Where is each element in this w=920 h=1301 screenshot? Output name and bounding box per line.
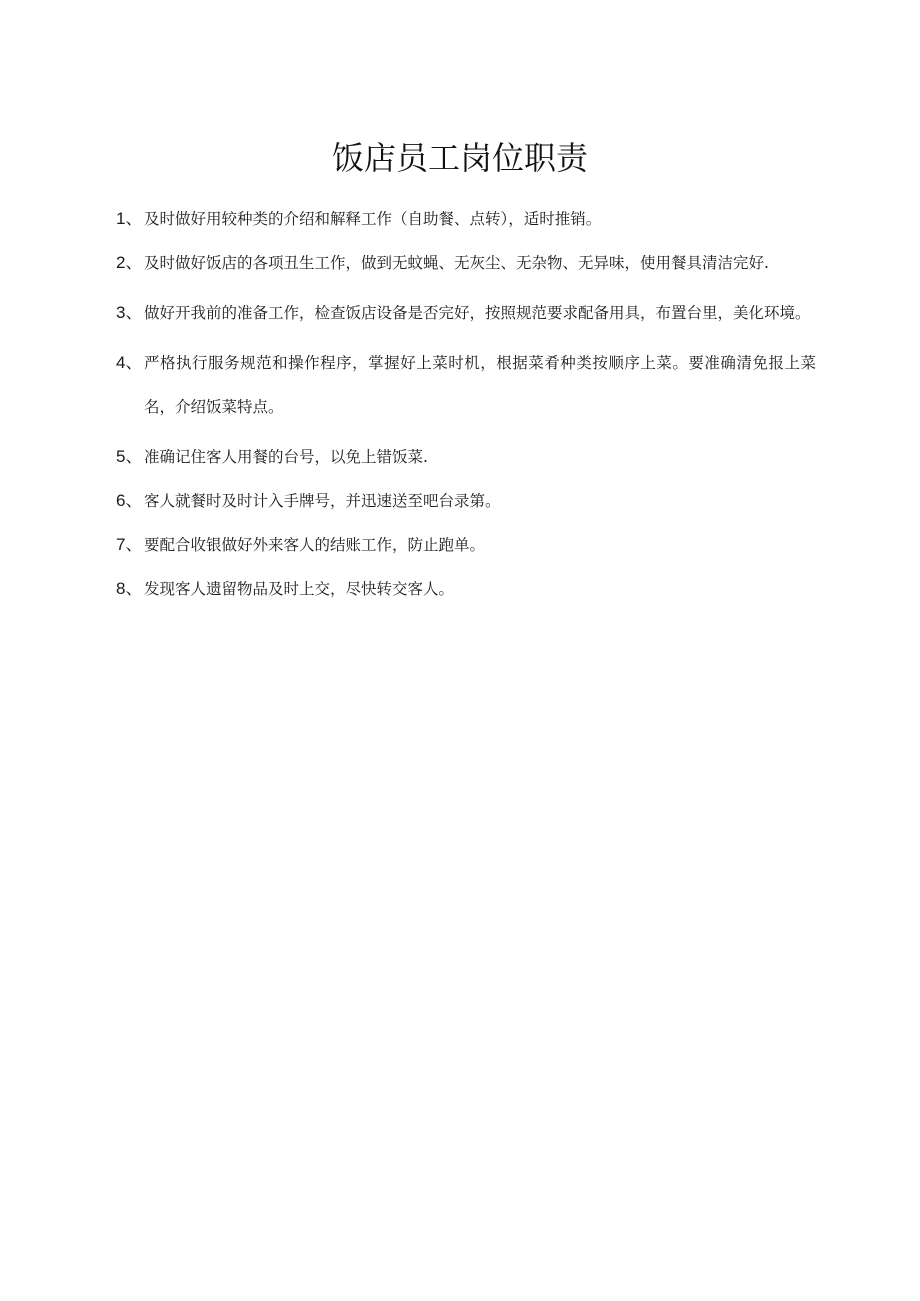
document-title: 饭店员工岗位职责: [331, 139, 588, 177]
item-text: 发现客人遗留物品及时上交，尽快转交客人。: [144, 580, 455, 598]
item-number: 6、: [116, 491, 143, 510]
list-item: [116, 247, 816, 285]
item-number: 3、: [116, 303, 143, 322]
list-item: [116, 203, 816, 235]
list-item: [116, 441, 816, 473]
list-item: [116, 485, 816, 517]
list-item: [116, 573, 816, 605]
item-number: 8、: [116, 579, 143, 598]
item-number: 4、: [116, 353, 143, 372]
item-text: 准确记住客人用餐的台号，以免上错饭菜.: [144, 448, 428, 466]
list-item: [116, 529, 816, 561]
item-text: 严格执行服务规范和操作程序，掌握好上菜时机，根据菜肴种类按顺序上菜。要准确清免报上菜名，介绍饭菜特点。: [144, 354, 816, 416]
item-text: 要配合收银做好外来客人的结账工作，防止跑单。: [144, 536, 486, 554]
item-number: 1、: [116, 209, 143, 228]
item-text: 做好开我前的准备工作，检查饭店设备是否完好，按照规范要求配备用具，布置台里，美化环境。: [144, 304, 811, 322]
item-text: 及时做好饭店的各项丑生工作，做到无蚊蝇、无灰尘、无杂物、无异味，使用餐具清洁完好.: [144, 254, 769, 272]
item-text: 客人就餐时及时计入手牌号，并迅速送至吧台录第。: [144, 492, 501, 510]
list-item: [116, 297, 816, 335]
item-number: 7、: [116, 535, 143, 554]
list-item: [116, 347, 816, 429]
item-number: 2、: [116, 253, 143, 272]
duty-list: [116, 203, 816, 617]
item-number: 5、: [116, 447, 143, 466]
item-text: 及时做好用较种类的介绍和解释工作（自助餐、点转），适时推销。: [144, 210, 602, 228]
